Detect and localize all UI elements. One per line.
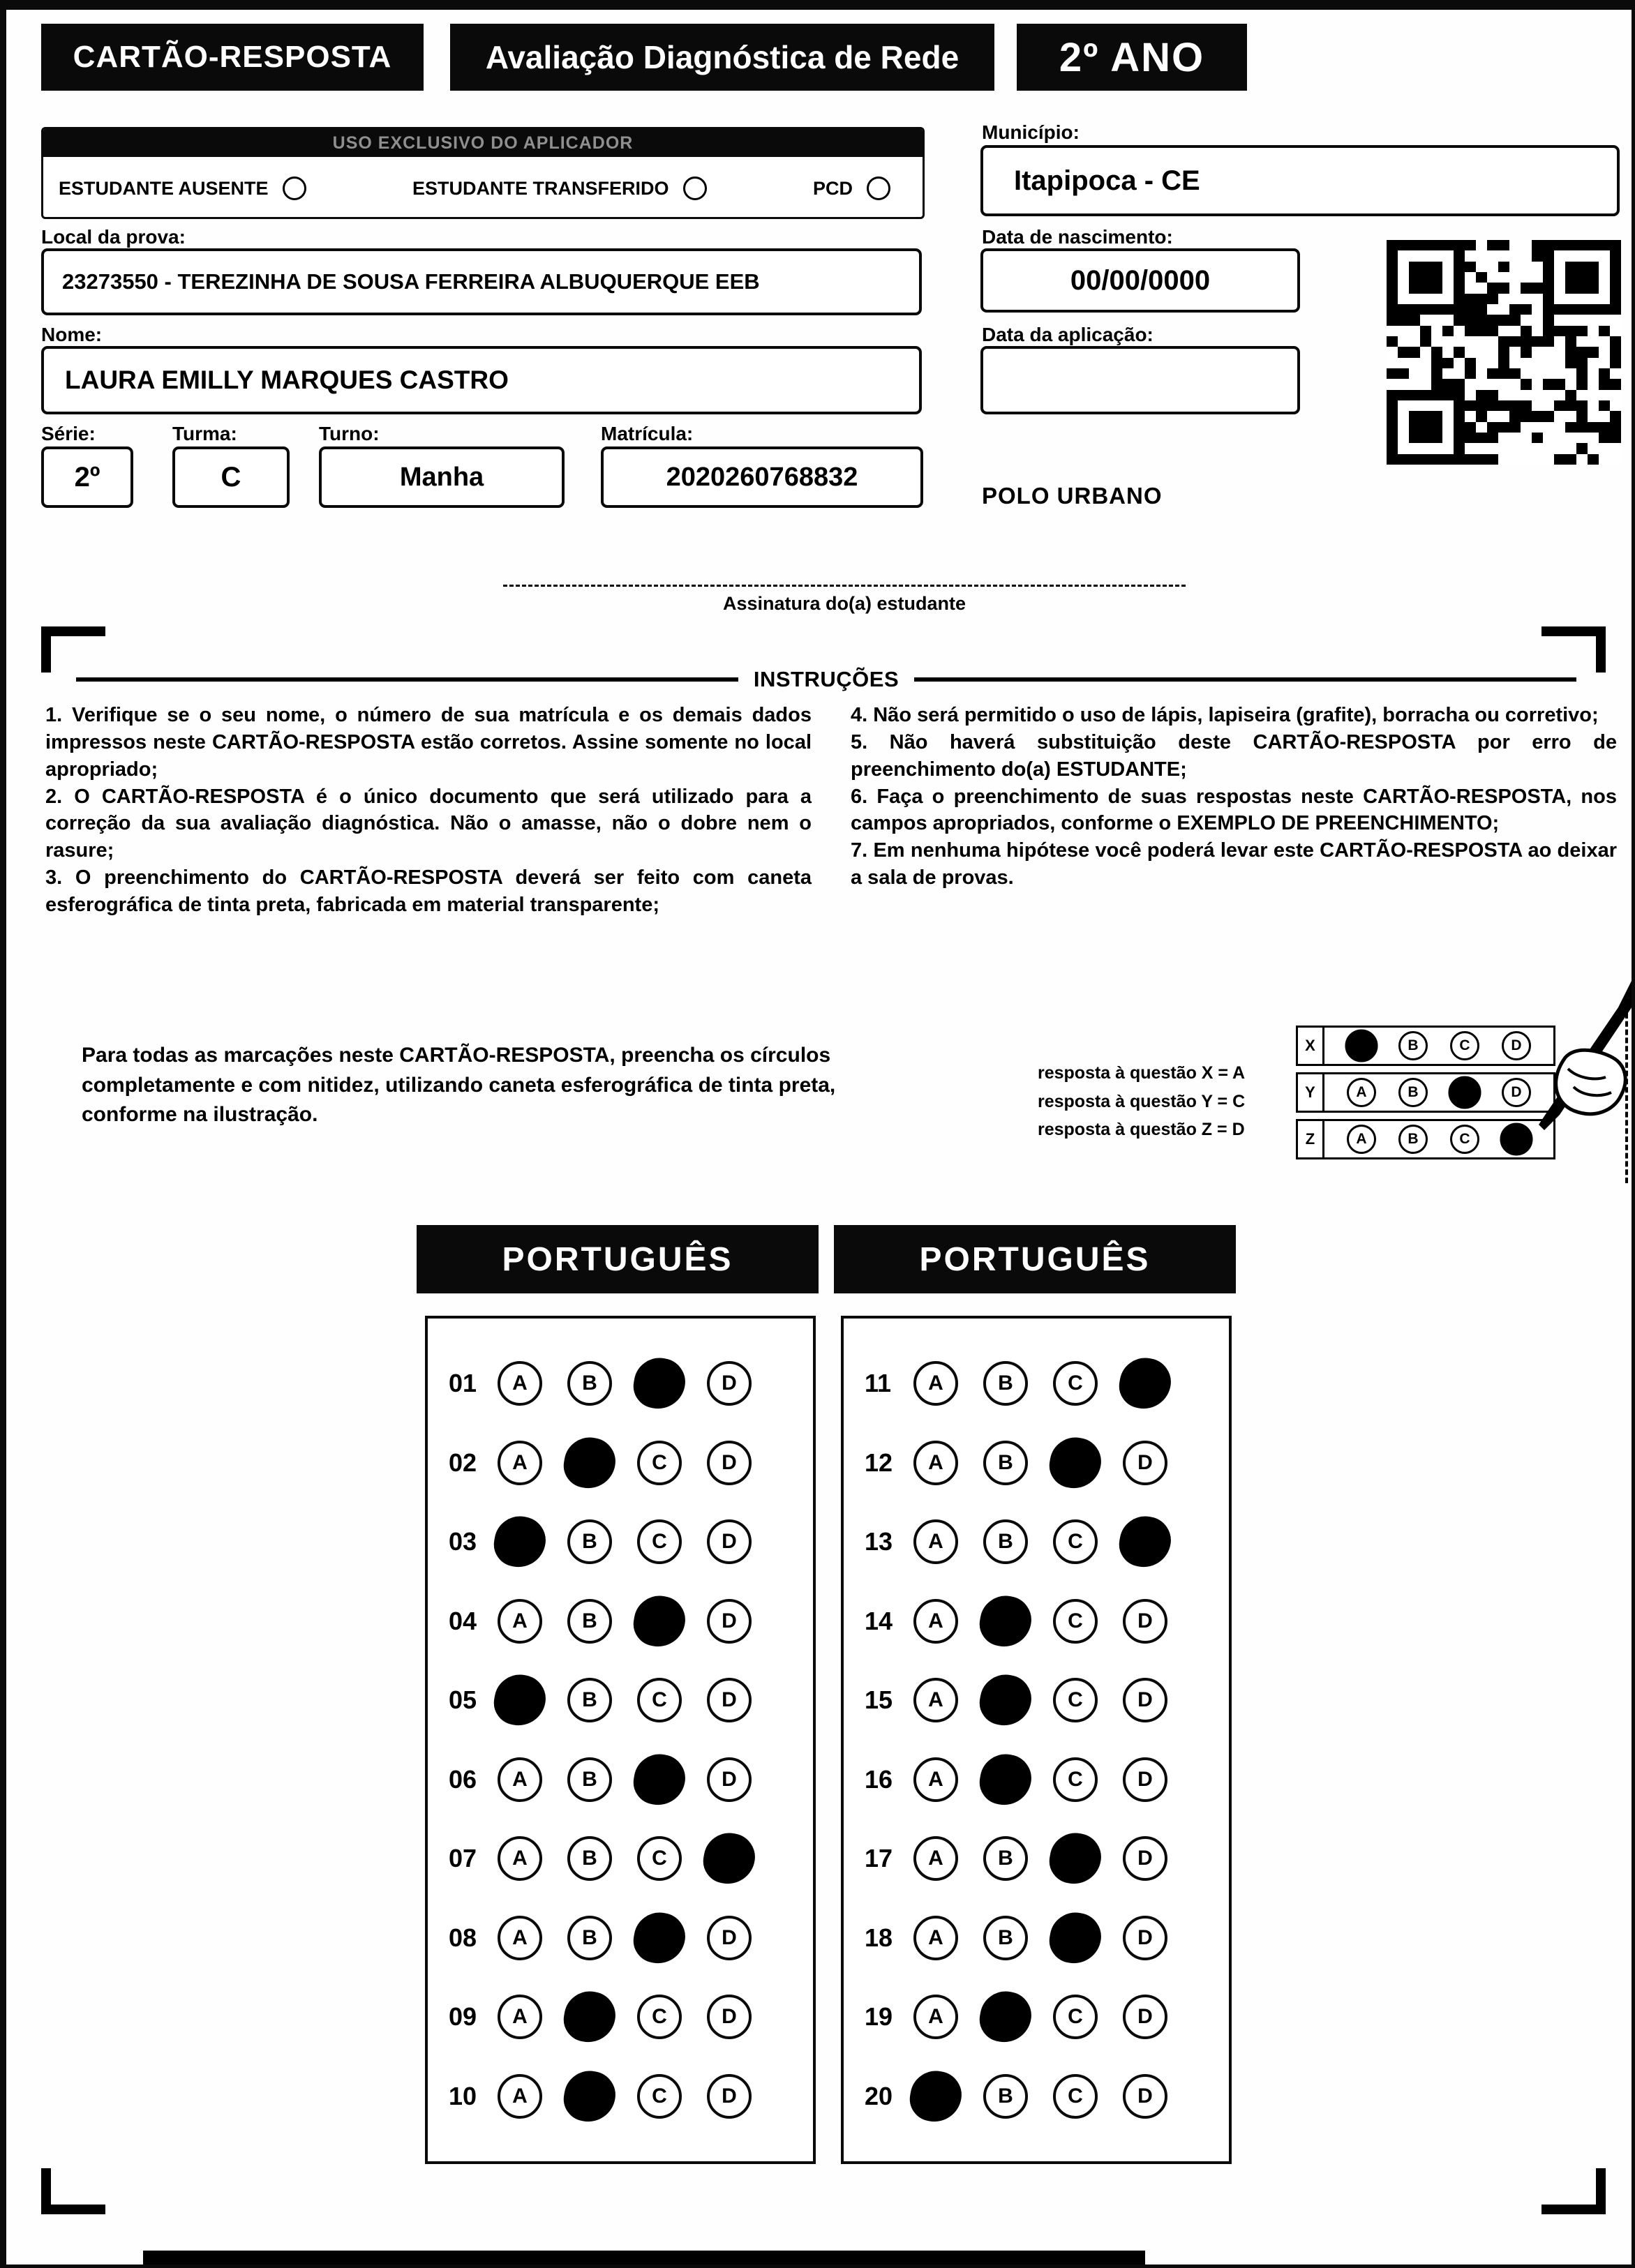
bubble-q13-A[interactable]: A	[913, 1519, 958, 1564]
bubble-q04-A[interactable]: A	[498, 1599, 542, 1644]
data-nascimento-value-box: 00/00/0000	[980, 248, 1300, 313]
card-title: CARTÃO-RESPOSTA	[41, 24, 424, 91]
example-bubble-X-B: B	[1398, 1031, 1428, 1060]
local-prova-label: Local da prova:	[41, 226, 186, 248]
answer-row-06	[449, 1757, 813, 1802]
aplicador-options	[43, 157, 923, 219]
turno-label: Turno:	[319, 423, 380, 444]
signature-line	[503, 585, 1186, 587]
question-number: 09	[449, 2002, 477, 2032]
bubble-q07-A[interactable]: A	[498, 1836, 542, 1881]
answer-row-08	[449, 1916, 813, 1960]
example-bubbles	[1324, 1028, 1553, 1064]
instructions-columns	[45, 702, 1617, 919]
subject-header-portugues-2: PORTUGUÊS	[834, 1225, 1236, 1293]
bubble-q09-D[interactable]: D	[707, 1995, 752, 2039]
example-bubble-Y-B: B	[1398, 1078, 1428, 1107]
list-item-text: 7. Em nenhuma hipótese você poderá levar este CARTÃO-RESPOSTA ao deixar a sala de provas.	[851, 839, 1617, 889]
bubble-q09-A[interactable]: A	[498, 1995, 542, 2039]
bubble-q12-D[interactable]: D	[1123, 1441, 1167, 1485]
answer-row-07	[449, 1836, 813, 1881]
turno-value-box: Manha	[319, 446, 565, 508]
question-number: 02	[449, 1448, 477, 1477]
example-row-label: Y	[1298, 1074, 1324, 1111]
bubble-q01-B[interactable]: B	[567, 1361, 612, 1406]
bubble-q10-B[interactable]	[560, 2066, 620, 2126]
question-number: 11	[865, 1369, 892, 1398]
question-number: 10	[449, 2081, 477, 2110]
bubble-q11-D[interactable]	[1116, 1354, 1175, 1413]
bubble-q19-B[interactable]	[976, 1988, 1036, 2047]
bubble-q19-A[interactable]: A	[913, 1995, 958, 2039]
answer-block-1	[425, 1316, 816, 2164]
nome-value-box: LAURA EMILLY MARQUES CASTRO	[41, 346, 922, 414]
question-number: 08	[449, 1923, 477, 1952]
answer-bubbles	[913, 2074, 1167, 2119]
question-number: 13	[865, 1527, 893, 1556]
list-item-text: resposta à questão X = A	[1038, 1063, 1246, 1083]
answer-row-09	[449, 1995, 813, 2039]
question-number: 18	[865, 1923, 893, 1952]
bubble-q16-D[interactable]: D	[1123, 1757, 1167, 1802]
answer-bubbles	[498, 1441, 752, 1485]
bubble-q17-C[interactable]	[1046, 1829, 1105, 1888]
estudante-ausente-circle[interactable]	[283, 177, 306, 200]
bubble-q15-C[interactable]: C	[1053, 1678, 1098, 1722]
bubble-q20-D[interactable]: D	[1123, 2074, 1167, 2119]
example-fill-text: Para todas as marcações neste CARTÃO-RESPOSTA, preencha os círculos completamente e com nitidez, utilizando caneta esferográfica de tinta preta, conforme na ilustração.	[82, 1044, 836, 1127]
list-item-text: resposta à questão Z = D	[1038, 1120, 1245, 1139]
answer-bubbles	[498, 1916, 752, 1960]
bubble-q14-D[interactable]: D	[1123, 1599, 1167, 1644]
bubble-q04-C[interactable]	[630, 1592, 689, 1651]
answer-row-12	[865, 1441, 1229, 1485]
bubble-q03-C[interactable]: C	[637, 1519, 682, 1564]
bubble-q20-A[interactable]	[906, 2066, 966, 2126]
question-number: 07	[449, 1844, 477, 1873]
divider-line	[76, 677, 738, 682]
bubble-q12-B[interactable]: B	[983, 1441, 1028, 1485]
answer-bubbles	[498, 1519, 752, 1564]
bubble-q08-D[interactable]: D	[707, 1916, 752, 1960]
answer-row-20	[865, 2074, 1229, 2119]
question-number: 14	[865, 1606, 893, 1635]
bubble-q12-C[interactable]	[1046, 1434, 1105, 1493]
answer-bubbles	[498, 1757, 752, 1802]
hand-with-pen-icon	[1529, 975, 1635, 1137]
example-bubble-Z-B: B	[1398, 1125, 1428, 1154]
subject-header-portugues-1: PORTUGUÊS	[417, 1225, 819, 1293]
bubble-q08-A[interactable]: A	[498, 1916, 542, 1960]
bubble-q07-C[interactable]: C	[637, 1836, 682, 1881]
bubble-q08-B[interactable]: B	[567, 1916, 612, 1960]
bubble-q01-D[interactable]: D	[707, 1361, 752, 1406]
turma-label: Turma:	[172, 423, 237, 444]
corner-bracket-top-right	[1541, 626, 1606, 673]
example-bubble-Y-D: D	[1502, 1078, 1531, 1107]
bubble-q18-D[interactable]: D	[1123, 1916, 1167, 1960]
answer-row-19	[865, 1995, 1229, 2039]
question-number: 16	[865, 1764, 893, 1794]
bubble-q06-D[interactable]: D	[707, 1757, 752, 1802]
bubble-q06-A[interactable]: A	[498, 1757, 542, 1802]
option-pcd	[813, 177, 890, 200]
question-number: 06	[449, 1764, 477, 1794]
corner-bracket-bottom-right	[1541, 2168, 1606, 2214]
example-bubbles	[1324, 1121, 1553, 1157]
bubble-q10-C[interactable]: C	[637, 2074, 682, 2119]
answer-row-03	[449, 1519, 813, 1564]
nome-label: Nome:	[41, 324, 103, 345]
bubble-q14-A[interactable]: A	[913, 1599, 958, 1644]
polo-urbano-label: POLO URBANO	[982, 483, 1163, 509]
bubble-q04-B[interactable]: B	[567, 1599, 612, 1644]
question-number: 05	[449, 1685, 477, 1715]
list-item-text: 1. Verifique se o seu nome, o número de sua matrícula e os demais dados impressos neste CARTÃO-RESPOSTA estão corretos. Assine somente no local apropriado;	[45, 704, 812, 781]
bubble-q14-C[interactable]: C	[1053, 1599, 1098, 1644]
list-item-text: 3. O preenchimento do CARTÃO-RESPOSTA deverá ser feito com caneta esferográfica de tinta preta, fabricada em material transparente;	[45, 866, 812, 917]
bubble-q03-D[interactable]: D	[707, 1519, 752, 1564]
serie-value-box: 2º	[41, 446, 133, 508]
list-item-text: 6. Faça o preenchimento de suas respostas neste CARTÃO-RESPOSTA, nos campos apropriados, conforme o EXEMPLO DE PREENCHIMENTO;	[851, 785, 1617, 835]
estudante-transferido-circle[interactable]	[683, 177, 707, 200]
pcd-circle[interactable]	[867, 177, 890, 200]
divider-line	[914, 677, 1576, 682]
turma-value-box: C	[172, 446, 290, 508]
answer-row-15	[865, 1678, 1229, 1722]
option-estudante-ausente	[59, 177, 306, 200]
instructions-left-column	[45, 702, 812, 919]
bubble-q17-B[interactable]: B	[983, 1836, 1028, 1881]
bubble-q17-D[interactable]: D	[1123, 1836, 1167, 1881]
answer-row-14	[865, 1599, 1229, 1644]
example-bubble-X-A	[1345, 1029, 1378, 1062]
question-number: 12	[865, 1448, 893, 1477]
answer-bubbles	[498, 1599, 752, 1644]
bubble-q16-A[interactable]: A	[913, 1757, 958, 1802]
data-nascimento-label: Data de nascimento:	[982, 226, 1173, 248]
exam-title: Avaliação Diagnóstica de Rede	[450, 24, 994, 91]
municipio-label: Município:	[982, 121, 1080, 143]
aplicador-section	[41, 127, 925, 219]
matricula-value-box: 2020260768832	[601, 446, 923, 508]
bubble-q15-D[interactable]: D	[1123, 1678, 1167, 1722]
corner-bracket-bottom-left	[41, 2168, 105, 2214]
answer-bubbles	[498, 1678, 752, 1722]
example-bubble-Y-C	[1448, 1076, 1481, 1109]
bubble-q10-A[interactable]: A	[498, 2074, 542, 2119]
bubble-q18-C[interactable]	[1046, 1908, 1105, 1967]
option-label: PCD	[812, 177, 853, 199]
bubble-q18-B[interactable]: B	[983, 1916, 1028, 1960]
list-item-text: 4. Não será permitido o uso de lápis, lapiseira (grafite), borracha ou corretivo;	[851, 704, 1599, 726]
signature-label: Assinatura do(a) estudante	[722, 593, 966, 614]
example-bubble-Z-D	[1500, 1122, 1532, 1155]
bubble-q04-D[interactable]: D	[707, 1599, 752, 1644]
answer-row-10	[449, 2074, 813, 2119]
answer-bubbles	[913, 1361, 1167, 1406]
answer-bubbles	[498, 1995, 752, 2039]
answer-bubbles	[913, 1836, 1167, 1881]
bubble-q05-B[interactable]: B	[567, 1678, 612, 1722]
instructions-right-column	[851, 702, 1617, 919]
bubble-q02-C[interactable]: C	[637, 1441, 682, 1485]
question-number: 03	[449, 1527, 477, 1556]
bubble-q08-C[interactable]	[630, 1908, 689, 1967]
example-bubbles	[1324, 1074, 1553, 1111]
bubble-q02-A[interactable]: A	[498, 1441, 542, 1485]
bubble-q15-B[interactable]	[976, 1671, 1036, 1730]
list-item-text: 5. Não haverá substituição deste CARTÃO-RESPOSTA por erro de preenchimento do(a) ESTUDANTE;	[851, 730, 1617, 781]
bubble-q12-A[interactable]: A	[913, 1441, 958, 1485]
matricula-label: Matrícula:	[601, 423, 694, 444]
answer-bubbles	[498, 1361, 752, 1406]
bubble-q16-B[interactable]	[976, 1750, 1036, 1809]
instructions-header	[76, 667, 1576, 692]
answer-bubbles	[913, 1441, 1167, 1485]
question-number: 01	[449, 1369, 477, 1398]
bubble-q09-C[interactable]: C	[637, 1995, 682, 2039]
example-legend	[1038, 1059, 1245, 1144]
bubble-q11-C[interactable]: C	[1053, 1361, 1098, 1406]
bubble-q14-B[interactable]	[976, 1592, 1036, 1651]
question-number: 04	[449, 1606, 477, 1635]
data-aplicacao-label: Data da aplicação:	[982, 324, 1154, 345]
example-bubble-X-C: C	[1450, 1031, 1479, 1060]
bubble-q11-B[interactable]: B	[983, 1361, 1028, 1406]
example-grid	[1296, 1026, 1555, 1166]
question-number: 17	[865, 1844, 893, 1873]
bubble-q01-A[interactable]: A	[498, 1361, 542, 1406]
grade-badge: 2º ANO	[1017, 24, 1247, 91]
example-row-X	[1296, 1026, 1555, 1066]
question-number: 19	[865, 2002, 893, 2032]
qr-code	[1387, 240, 1621, 465]
bubble-q05-A[interactable]	[491, 1671, 550, 1730]
bottom-registration-bar	[143, 2251, 1145, 2268]
bubble-q13-C[interactable]: C	[1053, 1519, 1098, 1564]
bubble-q18-A[interactable]: A	[913, 1916, 958, 1960]
municipio-value-box: Itapipoca - CE	[980, 145, 1620, 216]
answer-bubbles	[498, 2074, 752, 2119]
bubble-q15-A[interactable]: A	[913, 1678, 958, 1722]
instructions-title: INSTRUÇÕES	[753, 667, 899, 691]
answer-row-13	[865, 1519, 1229, 1564]
bubble-q06-B[interactable]: B	[567, 1757, 612, 1802]
example-row-Z	[1296, 1119, 1555, 1159]
bubble-q03-A[interactable]	[491, 1512, 550, 1572]
answer-block-2	[841, 1316, 1232, 2164]
bubble-q05-C[interactable]: C	[637, 1678, 682, 1722]
bubble-q07-D[interactable]	[700, 1829, 759, 1888]
bubble-q17-A[interactable]: A	[913, 1836, 958, 1881]
answer-row-05	[449, 1678, 813, 1722]
bubble-q19-D[interactable]: D	[1123, 1995, 1167, 2039]
example-row-label: X	[1298, 1028, 1324, 1064]
example-row-label: Z	[1298, 1121, 1324, 1157]
example-bubble-Z-C: C	[1450, 1125, 1479, 1154]
option-label: ESTUDANTE TRANSFERIDO	[412, 177, 669, 199]
question-number: 20	[865, 2081, 893, 2110]
answer-bubbles	[913, 1757, 1167, 1802]
question-number: 15	[865, 1685, 893, 1715]
bubble-q09-B[interactable]	[560, 1988, 620, 2047]
bubble-q06-C[interactable]	[630, 1750, 689, 1809]
bubble-q19-C[interactable]: C	[1053, 1995, 1098, 2039]
bubble-q01-C[interactable]	[630, 1354, 689, 1413]
answer-bubbles	[913, 1599, 1167, 1644]
option-estudante-transferido	[412, 177, 707, 200]
answer-bubbles	[913, 1995, 1167, 2039]
answer-bubbles	[913, 1519, 1167, 1564]
answer-row-18	[865, 1916, 1229, 1960]
answer-row-17	[865, 1836, 1229, 1881]
answer-row-16	[865, 1757, 1229, 1802]
bubble-q03-B[interactable]: B	[567, 1519, 612, 1564]
corner-bracket-top-left	[41, 626, 105, 673]
example-bubble-X-D: D	[1502, 1031, 1531, 1060]
list-item-text: 2. O CARTÃO-RESPOSTA é o único documento que será utilizado para a correção da sua avaliação diagnóstica. Não o amasse, não o dobre nem o rasure;	[45, 785, 812, 862]
aplicador-bar: USO EXCLUSIVO DO APLICADOR	[43, 129, 923, 157]
bubble-q02-D[interactable]: D	[707, 1441, 752, 1485]
bubble-q11-A[interactable]: A	[913, 1361, 958, 1406]
bubble-q13-B[interactable]: B	[983, 1519, 1028, 1564]
local-prova-value-box: 23273550 - TEREZINHA DE SOUSA FERREIRA ALBUQUERQUE EEB	[41, 248, 922, 315]
serie-label: Série:	[41, 423, 96, 444]
example-row-Y	[1296, 1072, 1555, 1113]
bubble-q20-B[interactable]: B	[983, 2074, 1028, 2119]
answer-row-02	[449, 1441, 813, 1485]
bubble-q07-B[interactable]: B	[567, 1836, 612, 1881]
answer-row-01	[449, 1361, 813, 1406]
list-item-text: resposta à questão Y = C	[1038, 1091, 1246, 1111]
bubble-q10-D[interactable]: D	[707, 2074, 752, 2119]
bubble-q13-D[interactable]	[1116, 1512, 1175, 1572]
data-aplicacao-value-box	[980, 346, 1300, 414]
bubble-q16-C[interactable]: C	[1053, 1757, 1098, 1802]
bubble-q02-B[interactable]	[560, 1434, 620, 1493]
answer-row-04	[449, 1599, 813, 1644]
answer-bubbles	[913, 1916, 1167, 1960]
option-label: ESTUDANTE AUSENTE	[59, 177, 269, 199]
answer-row-11	[865, 1361, 1229, 1406]
example-bubble-Z-A: A	[1347, 1125, 1376, 1154]
example-bubble-Y-A: A	[1347, 1078, 1376, 1107]
answer-bubbles	[913, 1678, 1167, 1722]
bubble-q05-D[interactable]: D	[707, 1678, 752, 1722]
answer-bubbles	[498, 1836, 752, 1881]
bubble-q20-C[interactable]: C	[1053, 2074, 1098, 2119]
